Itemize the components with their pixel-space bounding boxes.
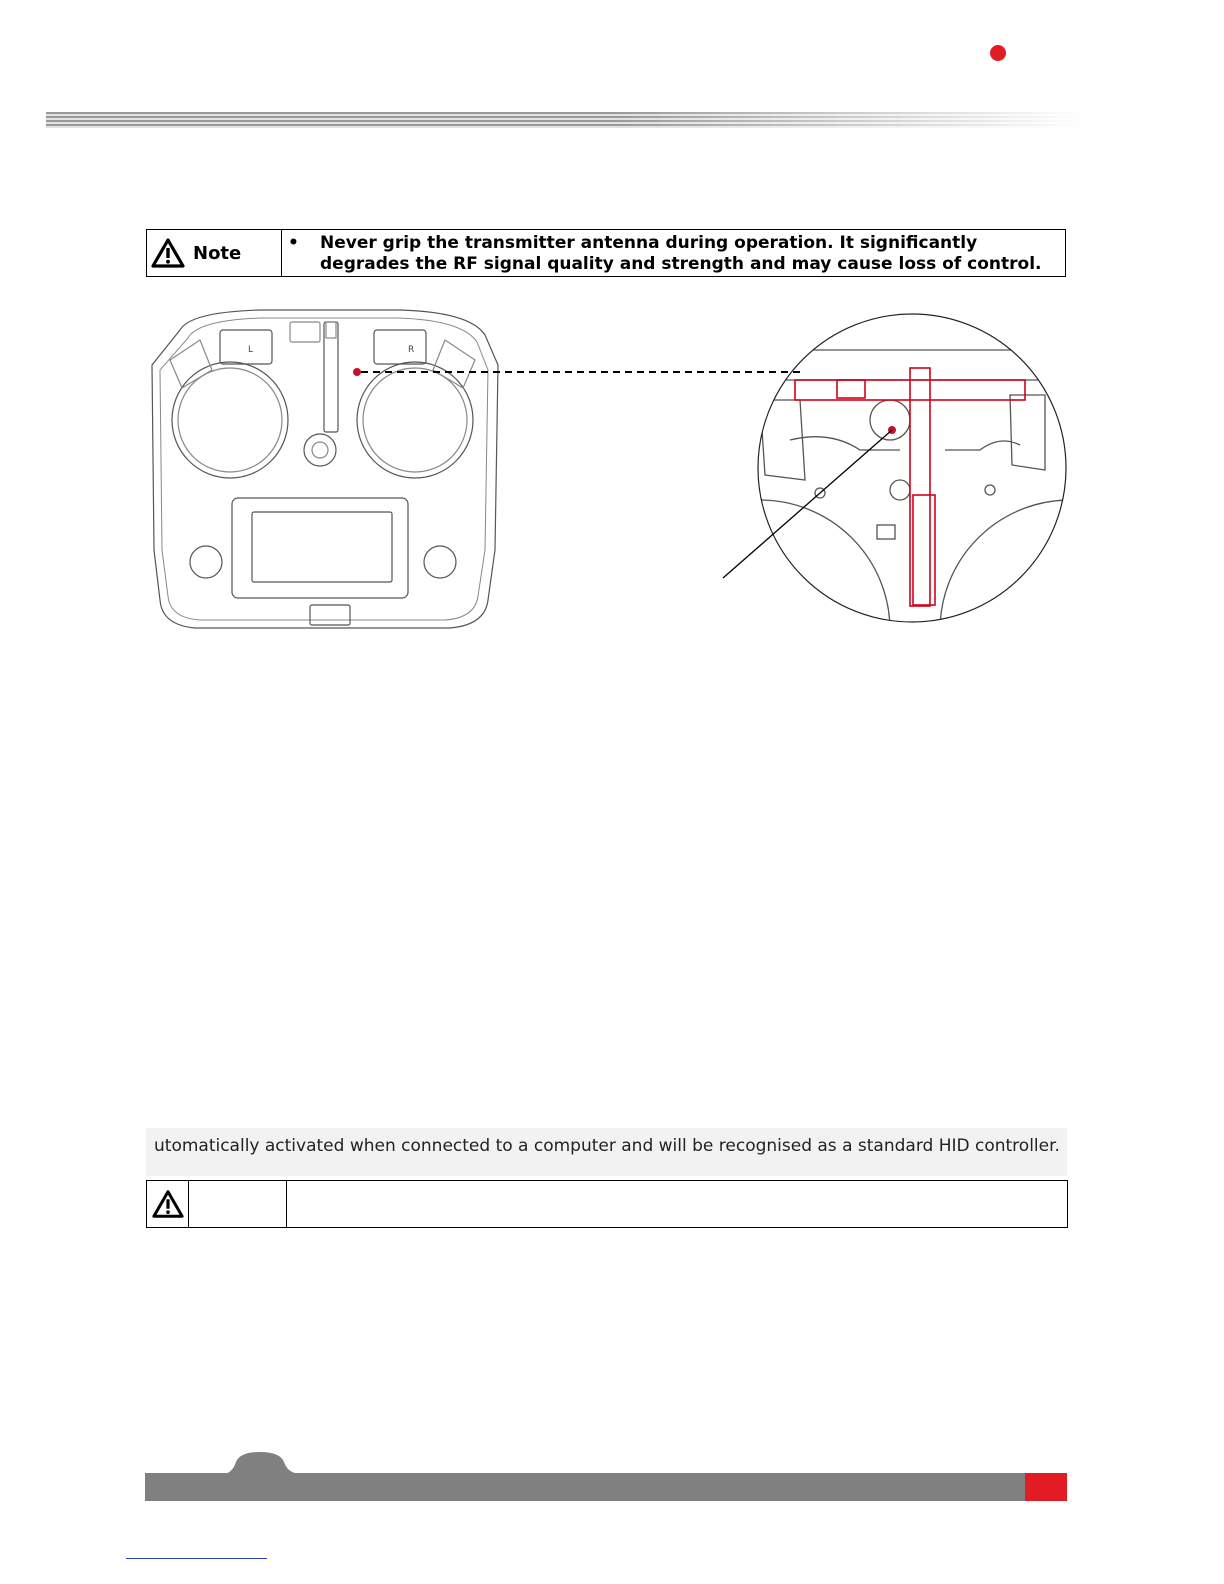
left-stick-label: L [248,345,254,355]
caution-box [146,1180,1068,1228]
header-rule [46,112,1086,128]
warning-icon [152,1188,184,1220]
footer-link-underline [126,1558,267,1559]
transmitter-body [152,310,498,628]
caution-content-cell [287,1181,1067,1227]
note-content-cell [282,230,1065,276]
transmitter-figure [140,300,1080,640]
note-text: Never grip the transmitter antenna during operation. It significantly degrades the RF signal quality and strength and may cause loss of control. [320,233,1042,274]
footer-bar [145,1473,1067,1501]
note-label: Note [193,242,242,264]
antenna-detail-zoom [630,350,1080,640]
caution-label-cell [189,1181,287,1227]
brand-dot [990,45,1006,61]
footer-accent-block [1025,1473,1067,1501]
note-bullet: • [288,233,299,253]
antenna-marker [353,368,361,376]
note-box [146,229,1066,277]
footer-tab [222,1450,302,1474]
caution-icon-cell [147,1181,189,1227]
note-label-cell [147,230,282,276]
warning-icon [151,238,185,268]
right-stick-label: R [408,345,415,355]
hid-info-text: utomatically activated when connected to a computer and will be recognised as a standard HID controller. [154,1136,1060,1156]
hid-info-band [146,1128,1067,1176]
